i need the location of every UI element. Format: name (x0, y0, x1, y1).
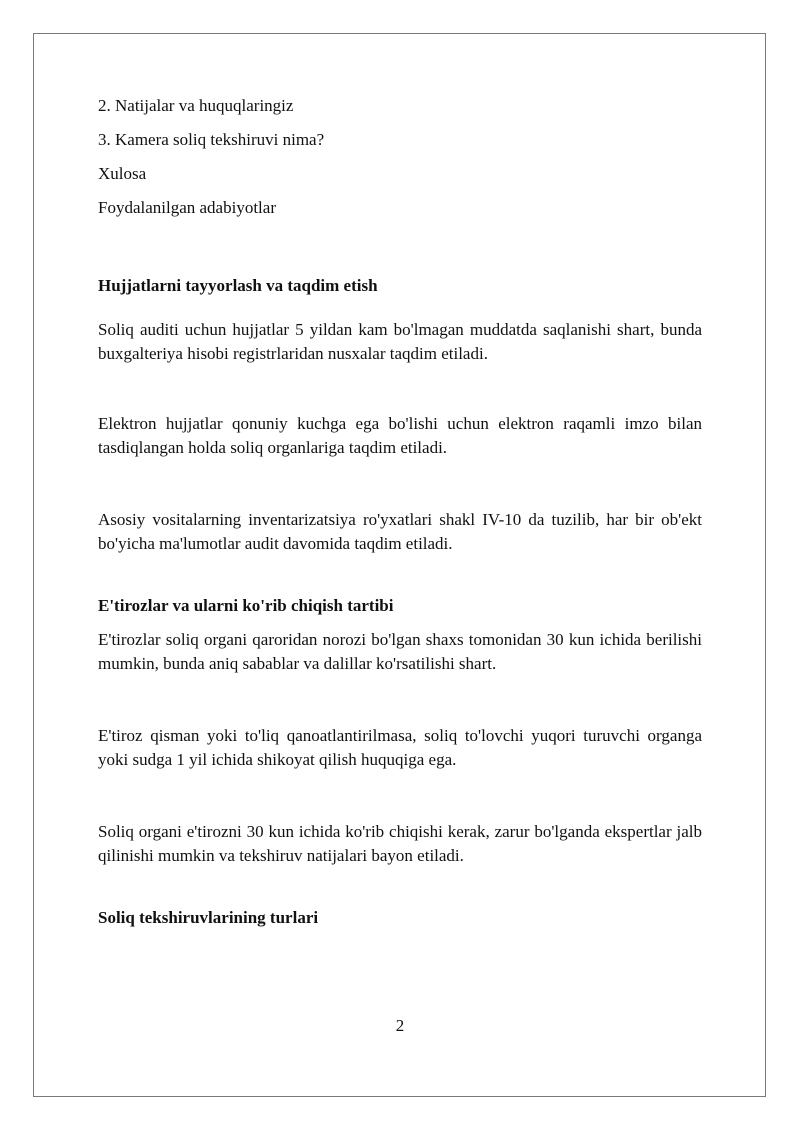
document-body (98, 94, 702, 930)
section-heading: Hujjatlarni tayyorlash va taqdim etish (98, 276, 378, 295)
paragraph: E'tirozlar soliq organi qaroridan norozi bo'lgan shaxs tomonidan 30 kun ichida berilishi mumkin, bunda aniq sabablar va dalillar ko'rsatilishi shart. (98, 630, 702, 673)
paragraph: Elektron hujjatlar qonuniy kuchga ega bo'lishi uchun elektron raqamli imzo bilan tasdiqlangan holda soliq organlariga taqdim etiladi. (98, 414, 702, 457)
toc-item: 2. Natijalar va huquqlaringiz (98, 96, 294, 115)
paragraph: Soliq organi e'tirozni 30 kun ichida ko'rib chiqishi kerak, zarur bo'lganda ekspertlar jalb qilinishi mumkin va tekshiruv natijalari bayon etiladi. (98, 822, 702, 865)
paragraph: Asosiy vositalarning inventarizatsiya ro'yxatlari shakl IV-10 da tuzilib, har bir ob'ekt bo'yicha ma'lumotlar audit davomida taqdim etiladi. (98, 510, 702, 553)
toc-item: 3. Kamera soliq tekshiruvi nima? (98, 130, 325, 149)
toc-item: Xulosa (98, 164, 147, 183)
page-number: 2 (395, 1016, 405, 1035)
paragraph: E'tiroz qisman yoki to'liq qanoatlantirilmasa, soliq to'lovchi yuqori turuvchi organga yoki sudga 1 yil ichida shikoyat qilish huquqiga ega. (98, 726, 702, 769)
paragraph: Soliq auditi uchun hujjatlar 5 yildan kam bo'lmagan muddatda saqlanishi shart, bunda buxgalteriya hisobi registrlaridan nusxalar taqdim etiladi. (98, 320, 702, 363)
toc-item: Foydalanilgan adabiyotlar (98, 198, 276, 217)
section-heading: Soliq tekshiruvlarining turlari (98, 908, 319, 927)
section-heading: E'tirozlar va ularni ko'rib chiqish tartibi (98, 596, 394, 615)
